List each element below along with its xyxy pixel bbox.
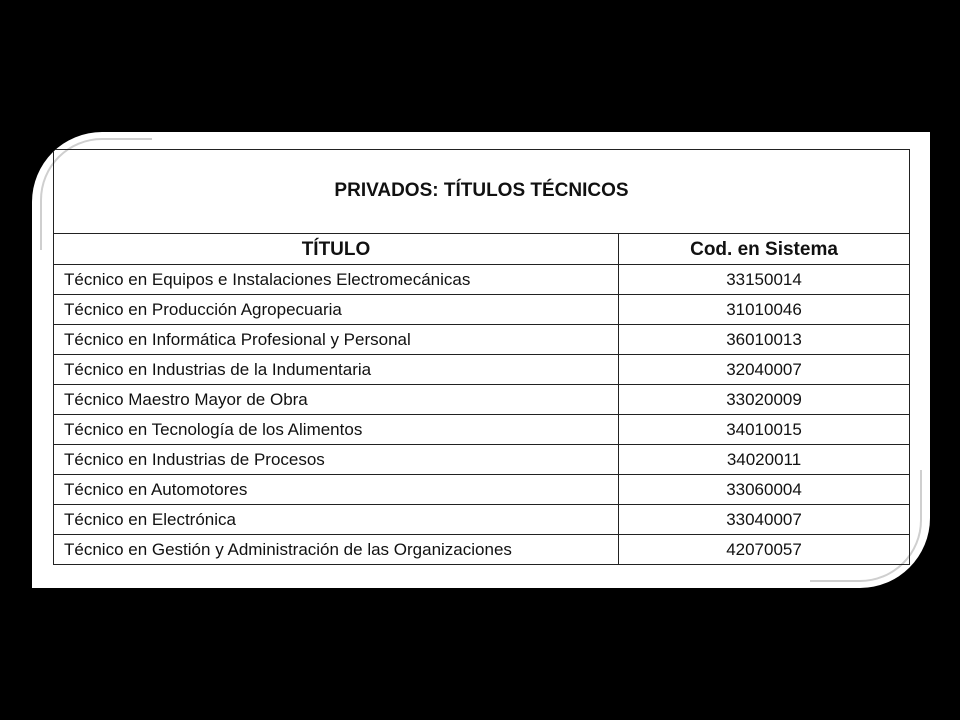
title-cell: Técnico en Electrónica [54,505,619,535]
header-title: TÍTULO [54,234,619,265]
title-cell: Técnico en Industrias de Procesos [54,445,619,475]
title-cell: Técnico en Producción Agropecuaria [54,295,619,325]
header-code: Cod. en Sistema [619,234,910,265]
table-row [54,505,910,535]
document-card [32,132,930,588]
table-header-row [54,234,910,265]
code-cell: 33150014 [619,265,910,295]
table-row [54,265,910,295]
table-row [54,385,910,415]
table-caption-row [54,150,910,234]
title-cell: Técnico Maestro Mayor de Obra [54,385,619,415]
code-cell: 34010015 [619,415,910,445]
table-row [54,415,910,445]
code-cell: 42070057 [619,535,910,565]
title-cell: Técnico en Industrias de la Indumentaria [54,355,619,385]
code-cell: 33020009 [619,385,910,415]
code-cell: 34020011 [619,445,910,475]
code-cell: 33060004 [619,475,910,505]
table-row [54,445,910,475]
titles-table [53,149,910,565]
table-caption: PRIVADOS: TÍTULOS TÉCNICOS [54,150,910,234]
title-cell: Técnico en Tecnología de los Alimentos [54,415,619,445]
table-row [54,535,910,565]
title-cell: Técnico en Gestión y Administración de las Organizaciones [54,535,619,565]
table-row [54,475,910,505]
code-cell: 32040007 [619,355,910,385]
table-row [54,325,910,355]
code-cell: 31010046 [619,295,910,325]
code-cell: 33040007 [619,505,910,535]
title-cell: Técnico en Equipos e Instalaciones Electromecánicas [54,265,619,295]
code-cell: 36010013 [619,325,910,355]
title-cell: Técnico en Automotores [54,475,619,505]
table-row [54,355,910,385]
title-cell: Técnico en Informática Profesional y Personal [54,325,619,355]
table-row [54,295,910,325]
